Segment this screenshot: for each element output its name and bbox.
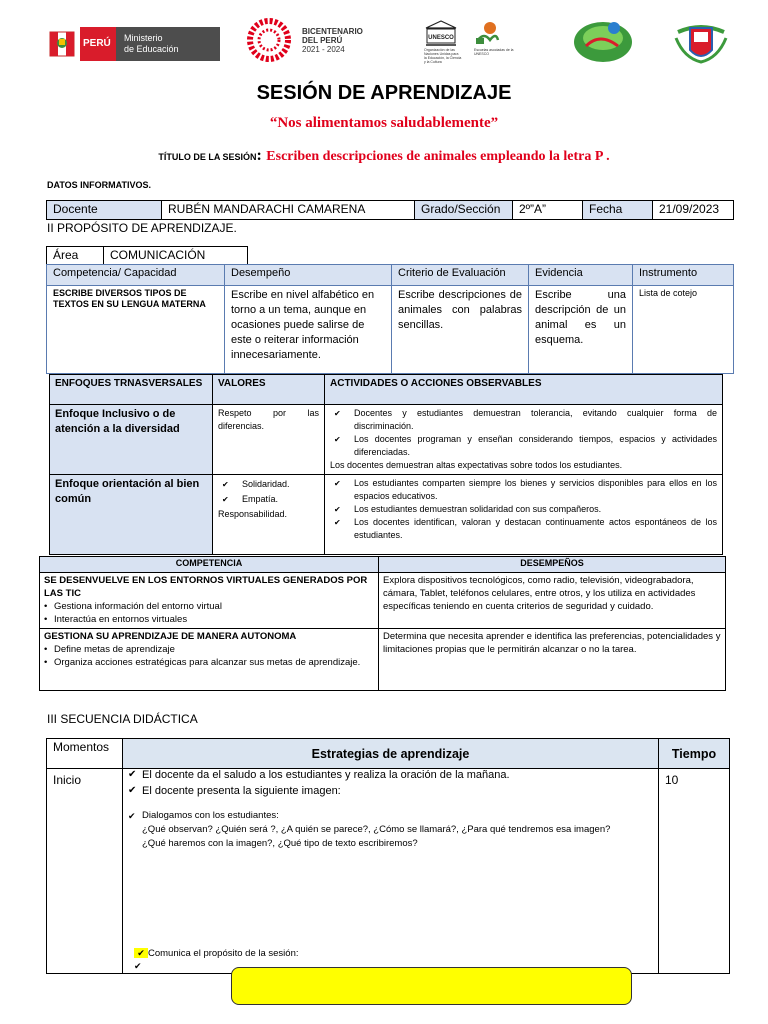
datos-informativos-label: DATOS INFORMATIVOS. — [47, 180, 152, 190]
competencia-header: Competencia/ Capacidad — [47, 265, 225, 286]
list-item: • Organiza acciones estratégicas para alcanzar sus metas de aprendizaje. — [44, 656, 374, 669]
highlight-box — [231, 967, 632, 1005]
enfoques-header: ENFOQUES TRNASVERSALES — [50, 375, 213, 405]
momento-inicio: Inicio — [47, 769, 123, 974]
peru-coat-of-arms-icon — [48, 28, 76, 58]
valores-inclusivo: Respeto por las diferencias. — [213, 405, 325, 475]
acciones-header: ACTIVIDADES O ACCIONES OBSERVABLES — [325, 375, 723, 405]
acciones-bien-comun — [325, 475, 723, 555]
enfoques-table — [49, 374, 723, 555]
cd-desempenos-header: DESEMPEÑOS — [379, 557, 726, 573]
ministerio-label — [116, 27, 220, 61]
cd-row-2-title: GESTIONA SU APRENDIZAJE DE MANERA AUTONOMA — [44, 631, 297, 642]
aso-caption: Escuelas asociadas de la UNESCO — [474, 48, 514, 56]
datos-table — [46, 200, 734, 220]
list-item: ✔ Los docentes programan y enseñan considerando tiempos, espacios y actividades diferenciadas. — [330, 433, 717, 459]
desempeno-header: Desempeño — [225, 265, 392, 286]
comunica-text: Comunica el propósito de la sesión: — [148, 948, 299, 959]
ministerio-line-1: Ministerio — [124, 33, 163, 43]
inicio-steps — [128, 767, 648, 799]
session-title-colon: : — [256, 147, 262, 164]
unesco-temple-icon — [424, 20, 458, 50]
criterio-header: Criterio de Evaluación — [392, 265, 529, 286]
grado-label: Grado/Sección — [415, 201, 513, 220]
cd-row-2-competencia — [40, 629, 379, 691]
area-value: COMUNICACIÓN — [104, 247, 248, 265]
fecha-label: Fecha — [583, 201, 653, 220]
school-green-logo-icon — [572, 16, 634, 64]
bicentenario-line-3: 2021 - 2024 — [302, 45, 345, 54]
bicentenario-text — [302, 27, 363, 54]
cd-row-1-competencia — [40, 573, 379, 629]
ministerio-line-2: de Educación — [124, 44, 179, 54]
list-item: ✔ El docente da el saludo a los estudiantes y realiza la oración de la mañana. — [128, 767, 648, 783]
fecha-value: 21/09/2023 — [653, 201, 734, 220]
valores-header: VALORES — [213, 375, 325, 405]
estrategias-cell — [123, 769, 659, 974]
cd-row-2-desempeno: Determina que necesita aprender e identifica las preferencias, potencialidades y limitaciones propias que le permitirán alcanzar o no la tarea. — [379, 629, 726, 691]
list-item: ✔ Los estudiantes demuestran solidaridad con sus compañeros. — [330, 503, 717, 516]
enfoque-inclusivo: Enfoque Inclusivo o de atención a la diversidad — [50, 405, 213, 475]
dialog-question-2: ¿Qué haremos con la imagen?, ¿Qué tipo de texto escribiremos? — [142, 838, 418, 849]
check-icon: ✔ — [134, 961, 142, 971]
area-table — [46, 246, 248, 265]
session-title-value: Escriben descripciones de animales empleando la letra P . — [266, 149, 610, 164]
dialog-intro: ✔ Dialogamos con los estudiantes: — [128, 809, 652, 823]
competencia-table — [46, 264, 734, 374]
proposito-label: II PROPÓSITO DE APRENDIZAJE. — [47, 221, 237, 235]
school-shield-icon — [670, 18, 732, 66]
criterio-cell: Escribe descripciones de animales con palabras sencillas. — [392, 286, 529, 374]
list-item: • Define metas de aprendizaje — [44, 643, 374, 656]
estrategias-header: Estrategias de aprendizaje — [123, 739, 659, 769]
momentos-header: Momentos — [47, 739, 123, 769]
list-item: • Gestiona información del entorno virtual — [44, 600, 374, 613]
instrumento-cell: Lista de cotejo — [633, 286, 734, 374]
valores-bien-comun — [213, 475, 325, 555]
peru-label: PERÚ — [80, 27, 116, 61]
docente-label: Docente — [47, 201, 162, 220]
tiempo-header: Tiempo — [659, 739, 730, 769]
dialog-question-1: ¿Qué observan? ¿Quién será ?, ¿A quién se parece?, ¿Cómo se llamará?, ¿Para qué tendremos esa imagen? — [142, 824, 611, 835]
list-item: ✔ Solidaridad. — [218, 477, 319, 492]
competencias-digitales-table — [39, 556, 726, 691]
acciones-nota: Los docentes demuestran altas expectativas sobre todos los estudiantes. — [330, 460, 623, 470]
unesco-label: UNESCO — [428, 35, 454, 41]
list-item: ✔ Docentes y estudiantes demuestran tolerancia, evitando cualquier forma de discriminación. — [330, 407, 717, 433]
enfoque-bien-comun: Enfoque orientación al bien común — [50, 475, 213, 555]
dialog-block — [128, 809, 652, 851]
list-item: ✔ Los docentes identifican, valoran y destacan continuamente actos espontáneos de los estudiantes. — [330, 516, 717, 542]
cd-row-1-desempeno: Explora dispositivos tecnológicos, como radio, televisión, videograbadora, cámara, Tablet, teléfonos celulares, entre otros, y los utiliza en actividades específicas teniendo en cuenta criterios de seguridad y cuidado. — [379, 573, 726, 629]
bicentenario-line-1: BICENTENARIO — [302, 27, 363, 36]
tiempo-cell: 10 — [659, 769, 730, 974]
evidencia-cell: Escribe una descripción de un animal es un esquema. — [529, 286, 633, 374]
cd-competencia-header: COMPETENCIA — [40, 557, 379, 573]
list-item: ✔ Empatía. — [218, 492, 319, 507]
desempeno-cell: Escribe en nivel alfabético en torno a un tema, aunque en ocasiones puede salirse de este o reiterar información innecesariamente. — [225, 286, 392, 374]
instrumento-header: Instrumento — [633, 265, 734, 286]
check-icon: ✔ — [134, 948, 148, 958]
page-title: SESIÓN DE APRENDIZAJE — [256, 82, 512, 104]
area-label: Área — [47, 247, 104, 265]
session-subtitle: “Nos alimentamos saludablemente” — [269, 115, 499, 131]
cd-row-1-title: SE DESENVUELVE EN LOS ENTORNOS VIRTUALES GENERADOS POR LAS TIC — [44, 575, 368, 599]
session-title-line — [0, 147, 768, 165]
apple-book-icon — [474, 18, 500, 48]
evidencia-header: Evidencia — [529, 265, 633, 286]
list-item: ✔ El docente presenta la siguiente imagen: — [128, 783, 648, 799]
docente-value: RUBÉN MANDARACHI CAMARENA — [162, 201, 415, 220]
comunica-proposito — [134, 948, 299, 960]
acciones-inclusivo — [325, 405, 723, 475]
list-item: • Interactúa en entornos virtuales — [44, 613, 374, 626]
competencia-cell: ESCRIBE DIVERSOS TIPOS DE TEXTOS EN SU LENGUA MATERNA — [47, 286, 225, 374]
bicentenario-line-2: DEL PERÚ — [302, 36, 343, 45]
session-title-label: TÍTULO DE LA SESIÓN — [158, 152, 257, 162]
valores-extra: Responsabilidad. — [218, 509, 288, 519]
bicentenario-emblem-icon — [242, 18, 296, 62]
list-item: ✔ Los estudiantes comparten siempre los bienes y servicios disponibles para ellos en los espacios educativos. — [330, 477, 717, 503]
grado-value: 2º”A” — [513, 201, 583, 220]
unesco-caption: Organización de las Naciones Unidas para la Educación, la Ciencia y la Cultura — [424, 48, 462, 64]
secuencia-label: III SECUENCIA DIDÁCTICA — [47, 712, 198, 726]
